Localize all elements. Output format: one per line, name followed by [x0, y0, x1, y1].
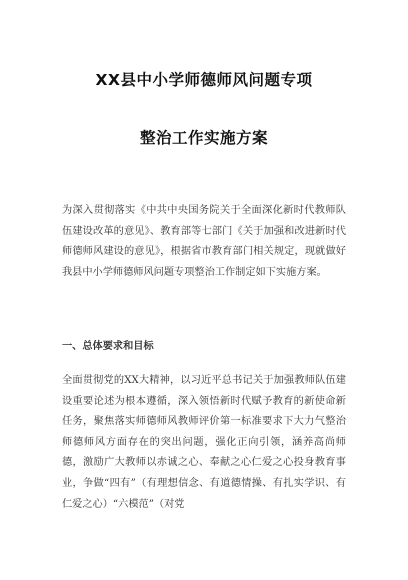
- section-1-paragraph: 全面贯彻党的XX大精神，以习近平总书记关于加强教师队伍建设重要论述为根本遵循，深入领悟新时代赋予教育的新使命新任务，聚焦落实师德师风教师评价第一标准要求下大力气整治师德师风方面存在的突出问题，强化正向引领，涵养高尚师德，激励广大教师以赤诚之心、奉献之心仁爱之心投身教育事业，争做“四有”（有理想信念、有道德情操、有扎实学识、有仁爱之心）“六模范”（对党: [62, 375, 346, 510]
- intro-paragraph-block: [62, 201, 346, 283]
- intro-paragraph: 为深入贯彻落实《中共中央国务院关于全面深化新时代教师队伍建设改革的意见》、教育部等七部门《关于加强和改进新时代师德师风建设的意见》，根据省市教育部门相关规定，现就做好我县中小学师德师风问题专项整治工作制定如下实施方案。: [62, 205, 346, 278]
- document-title-line-2: 整治工作实施方案: [139, 129, 268, 147]
- document-title-line-1: XX县中小学师德师风问题专项: [95, 71, 313, 89]
- section-1-paragraph-block: [62, 371, 346, 515]
- section-heading-general-requirements: 一、总体要求和目标: [62, 340, 154, 352]
